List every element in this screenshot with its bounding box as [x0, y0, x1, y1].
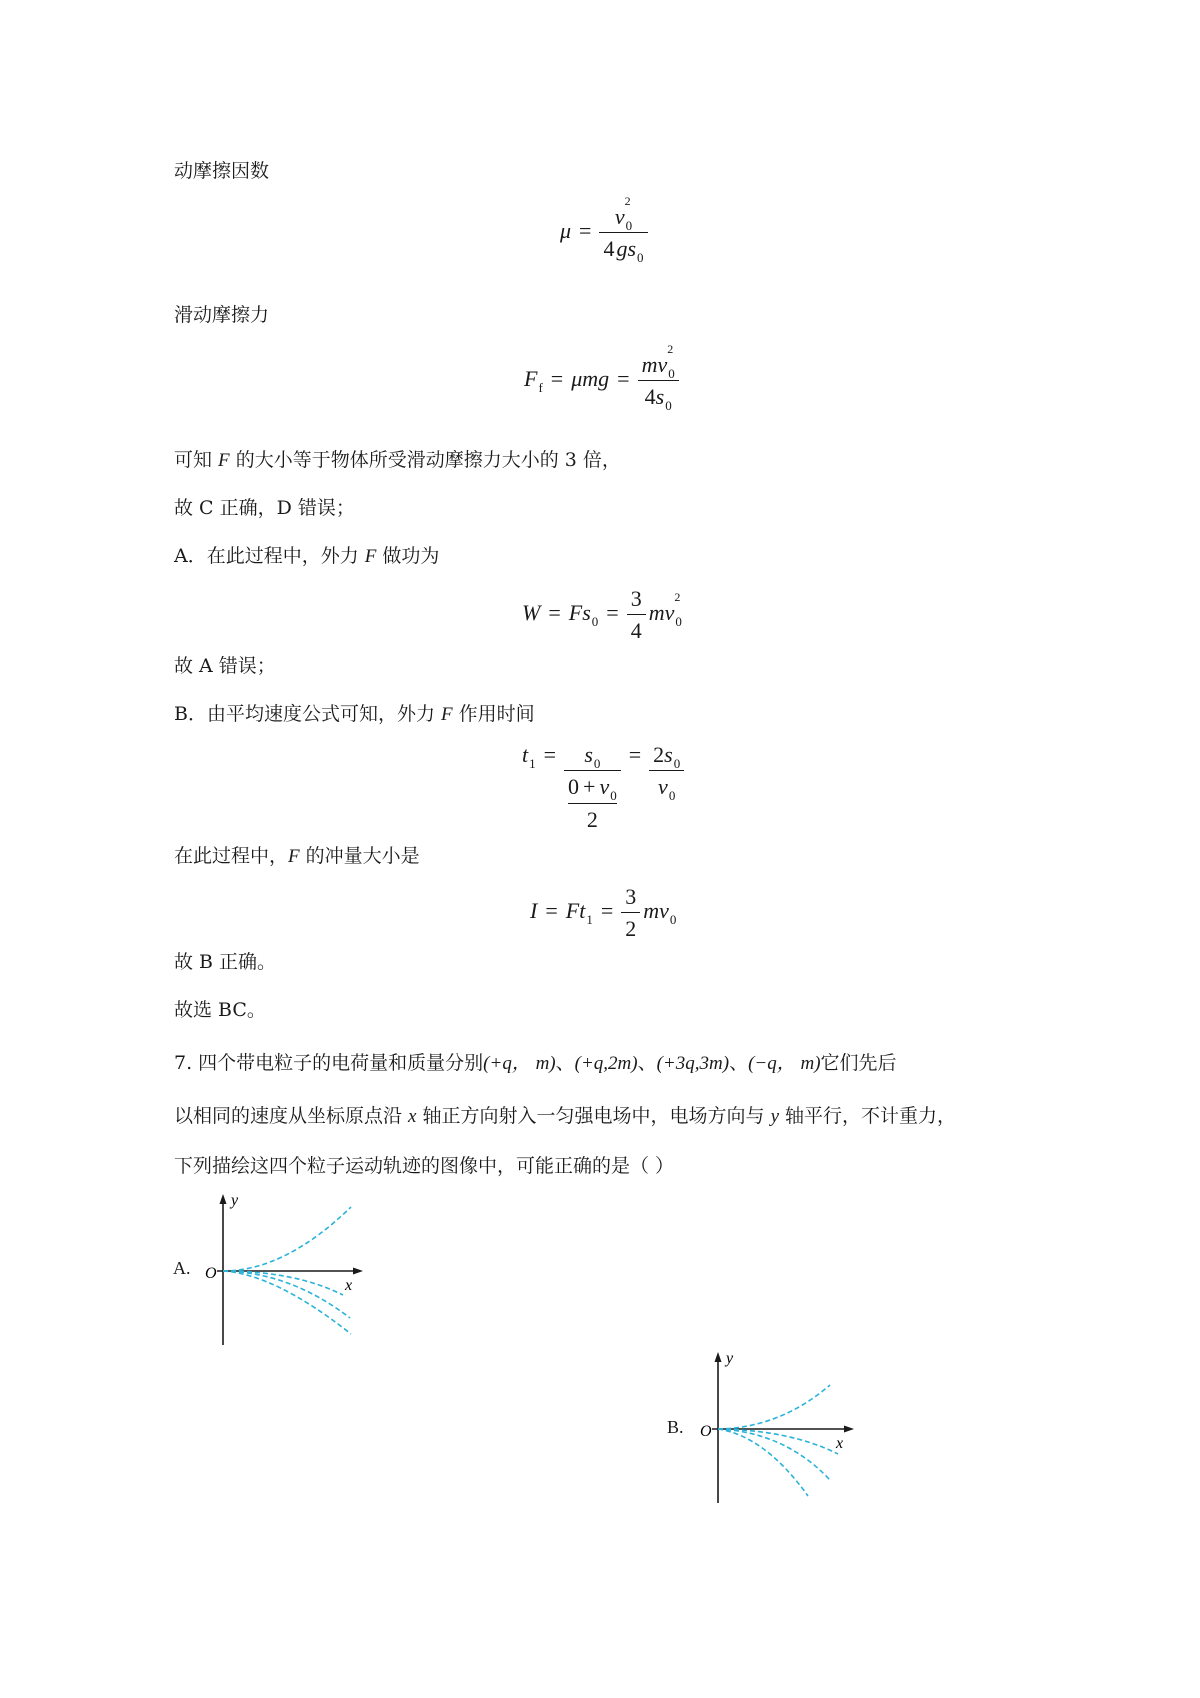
question-7-line-2: 以相同的速度从坐标原点沿 x 轴正方向射入一匀强电场中，电场方向与 y 轴平行，不计重力，	[174, 1105, 957, 1127]
y-axis-label: y	[231, 1192, 239, 1209]
y-axis-arrow	[220, 1194, 227, 1204]
option-a-label[interactable]: A.	[173, 1258, 191, 1278]
text-line-8: 在此过程中，F 的冲量大小是	[174, 845, 420, 867]
fraction: v 2 $_0$ $4gs_0$	[599, 204, 647, 262]
fraction: $\frac{3}{4}$	[627, 586, 646, 644]
y-axis-label: y	[726, 1350, 734, 1367]
x-axis-label: x	[345, 1277, 353, 1294]
equation-friction: $F_f = \mu mg$ = mv 2 $_0$ $4s_0$	[524, 352, 679, 410]
question-7-line-3: 下列描绘这四个粒子运动轨迹的图像中，可能正确的是（ ）	[174, 1155, 675, 1177]
fraction: mv 2 $_0$ $4s_0$	[638, 352, 679, 410]
text-line-4: 故 C 正确，D 错误；	[174, 497, 355, 519]
x-axis-arrow	[353, 1268, 363, 1275]
option-b-graph[interactable]	[690, 1348, 870, 1508]
fraction: $s_0$ $0 + v_0$ 2	[564, 742, 621, 833]
question-7-line-1: 7. 四个带电粒子的电荷量和质量分别(+q， m)、(+q,2m)、(+3q,3m)、(−q， m)它们先后	[174, 1052, 897, 1074]
trajectory-curve-up	[223, 1207, 351, 1271]
origin-label: O	[700, 1423, 712, 1440]
trajectory-curve-down-1	[718, 1429, 838, 1454]
x-axis-arrow	[844, 1426, 854, 1433]
text-line-7: B．由平均速度公式可知，外力 F 作用时间	[174, 703, 535, 725]
trajectory-curve-down-2	[223, 1271, 353, 1318]
text-line-5: A．在此过程中，外力 F 做功为	[174, 545, 440, 567]
x-axis-label: x	[836, 1435, 844, 1452]
equation-time: $t_1$ = $s_0$ $0 + v_0$ 2 = $\frac{2s_0}{v_0}$	[522, 742, 684, 833]
option-b-label[interactable]: B.	[667, 1417, 684, 1437]
equation-impulse: $I = Ft_1$ = $\frac{3}{2}$ $mv_0$	[530, 884, 677, 941]
text-line-9: 故 B 正确。	[174, 951, 277, 973]
text-line-2: 滑动摩擦力	[174, 304, 270, 326]
equation-mu: μ = v 2 $_0$ $4gs_0$	[560, 204, 648, 262]
origin-label: O	[205, 1265, 217, 1282]
trajectory-curve-down-3	[223, 1271, 351, 1334]
y-axis-arrow	[715, 1352, 722, 1362]
trajectory-curve-down-1	[223, 1271, 343, 1295]
option-a-graph[interactable]	[195, 1190, 375, 1350]
text-line-6: 故 A 错误；	[174, 655, 276, 677]
equation-work: $W = Fs_0$ = $\frac{3}{4}$ mv 2 $_0$	[522, 586, 682, 643]
text-line-1: 动摩擦因数	[174, 160, 270, 182]
fraction: $\frac{2s_0}{v_0}$	[649, 742, 684, 800]
text-line-3: 可知 F 的大小等于物体所受滑动摩擦力大小的 3 倍，	[174, 449, 621, 471]
fraction: $\frac{3}{2}$	[621, 884, 640, 942]
trajectory-curve-down-3	[718, 1429, 808, 1496]
text-line-10: 故选 BC。	[174, 999, 266, 1021]
trajectory-curve-up	[718, 1385, 830, 1429]
trajectory-curve-down-2	[718, 1429, 830, 1480]
